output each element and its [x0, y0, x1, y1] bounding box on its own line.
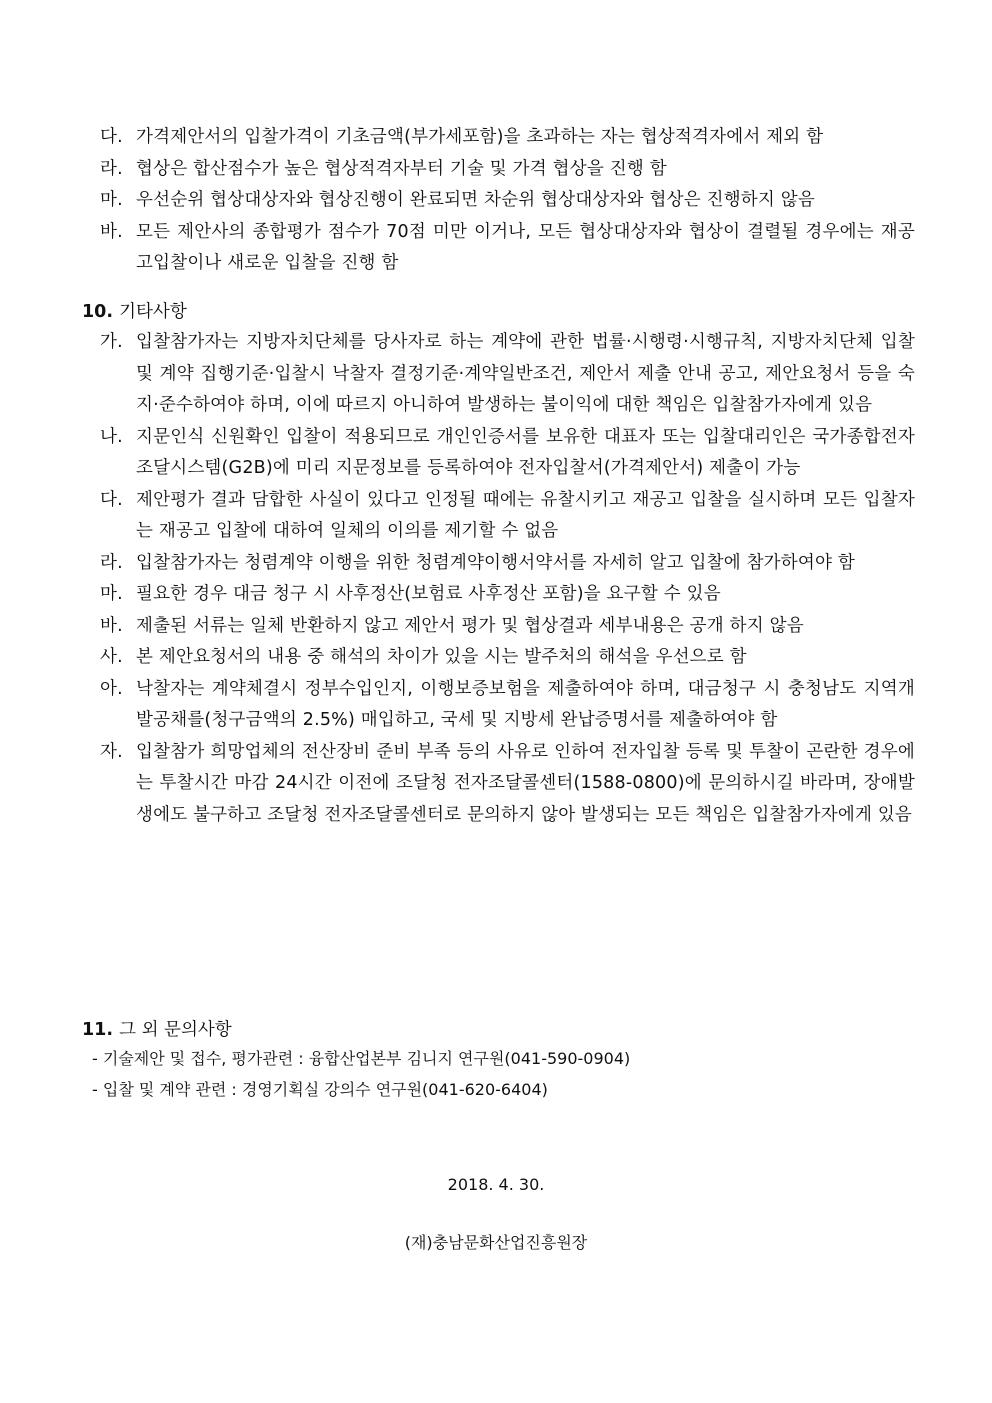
section-number: 10. — [82, 302, 114, 322]
list-item — [100, 611, 915, 643]
list-item — [100, 485, 915, 548]
item-marker: 다. — [100, 127, 123, 147]
item-text: 모든 제안사의 종합평가 점수가 70점 미만 이거나, 모든 협상대상자와 협상이 결렬될 경우에는 재공고입찰이나 새로운 입찰을 진행 함 — [136, 221, 915, 273]
section-10-items — [100, 327, 915, 831]
issuing-organization: (재)충남문화산업진흥원장 — [404, 1233, 588, 1252]
list-item — [100, 548, 915, 580]
item-marker: 가. — [100, 332, 123, 352]
item-text: 우선순위 협상대상자와 협상진행이 완료되면 차순위 협상대상자와 협상은 진행하지 않음 — [136, 190, 815, 210]
item-marker: 라. — [100, 158, 123, 179]
contact-line-contract: - 입찰 및 계약 관련 : 경영기획실 강의수 연구원(041-620-6404) — [92, 1080, 548, 1099]
section-9-items — [100, 122, 915, 280]
section-11-heading — [82, 1016, 232, 1044]
item-marker: 마. — [100, 584, 123, 604]
item-marker: 자. — [100, 741, 123, 762]
item-text: 입찰참가 희망업체의 전산장비 준비 부족 등의 사유로 인하여 전자입찰 등록 및 투찰이 곤란한 경우에는 투찰시간 마감 24시간 이전에 조달청 전자조달콜센터(1588-0800)에 문의하시길 바라며, 장애발생에도 불구하고 조달청 전자조달콜센터로 문의하지 않아 발생되는 모든 책임은 입찰참가자에게 있음 — [136, 741, 915, 825]
item-marker: 다. — [100, 489, 123, 510]
item-text: 지문인식 신원확인 입찰이 적용되므로 개인인증서를 보유한 대표자 또는 입찰대리인은 국가종합전자조달시스템(G2B)에 미리 지문정보를 등록하여야 전자입찰서(가격제안서) 제출이 가능 — [136, 426, 915, 478]
section-number: 11. — [82, 1020, 114, 1040]
list-item — [100, 154, 915, 186]
item-marker: 아. — [100, 678, 123, 699]
list-item — [100, 327, 915, 422]
list-item — [100, 185, 915, 217]
list-item — [100, 674, 915, 737]
item-text: 입찰참가자는 지방자치단체를 당사자로 하는 계약에 관한 법률·시행령·시행규칙, 지방자치단체 입찰 및 계약 집행기준·입찰시 낙찰자 결정기준·계약일반조건, 제안서 제출 안내 공고, 제안요청서 등을 숙지·준수하여야 하며, 이에 따르지 아니하여 발생하는 불이익에 대한 책임은 입찰참가자에게 있음 — [136, 332, 915, 415]
item-text: 가격제안서의 입찰가격이 기초금액(부가세포함)을 초과하는 자는 협상적격자에서 제외 함 — [136, 127, 824, 147]
item-marker: 바. — [100, 615, 123, 636]
list-item — [100, 579, 915, 611]
section-title: 그 외 문의사항 — [119, 1020, 232, 1040]
list-item — [100, 122, 915, 154]
item-text: 제출된 서류는 일체 반환하지 않고 제안서 평가 및 협상결과 세부내용은 공개 하지 않음 — [136, 615, 804, 636]
item-text: 입찰참가자는 청렴계약 이행을 위한 청렴계약이행서약서를 자세히 알고 입찰에 참가하여야 함 — [136, 552, 855, 573]
item-marker: 바. — [100, 221, 123, 242]
list-item — [100, 217, 915, 280]
item-text: 협상은 합산점수가 높은 협상적격자부터 기술 및 가격 협상을 진행 함 — [136, 158, 667, 179]
list-item — [100, 737, 915, 832]
section-title: 기타사항 — [119, 302, 187, 322]
contact-line-technical: - 기술제안 및 접수, 평가관련 : 융합산업본부 김니지 연구원(041-590-0904) — [92, 1049, 631, 1068]
item-marker: 라. — [100, 552, 123, 573]
list-item — [100, 422, 915, 485]
item-text: 낙찰자는 계약체결시 정부수입인지, 이행보증보험을 제출하여야 하며, 대금청구 시 충청남도 지역개발공채를(청구금액의 2.5%) 매입하고, 국세 및 지방세 완납증명서를 제출하여야 함 — [136, 678, 915, 730]
item-text: 필요한 경우 대금 청구 시 사후정산(보험료 사후정산 포함)을 요구할 수 있음 — [136, 584, 721, 604]
item-marker: 마. — [100, 190, 123, 210]
document-date: 2018. 4. 30. — [447, 1175, 545, 1194]
item-marker: 나. — [100, 426, 123, 447]
item-marker: 사. — [100, 647, 123, 667]
item-text: 본 제안요청서의 내용 중 해석의 차이가 있을 시는 발주처의 해석을 우선으로 함 — [136, 647, 747, 667]
item-text: 제안평가 결과 담합한 사실이 있다고 인정될 때에는 유찰시키고 재공고 입찰을 실시하며 모든 입찰자는 재공고 입찰에 대하여 일체의 이의를 제기할 수 없음 — [136, 489, 915, 541]
section-10-heading — [82, 298, 187, 326]
list-item — [100, 642, 915, 674]
